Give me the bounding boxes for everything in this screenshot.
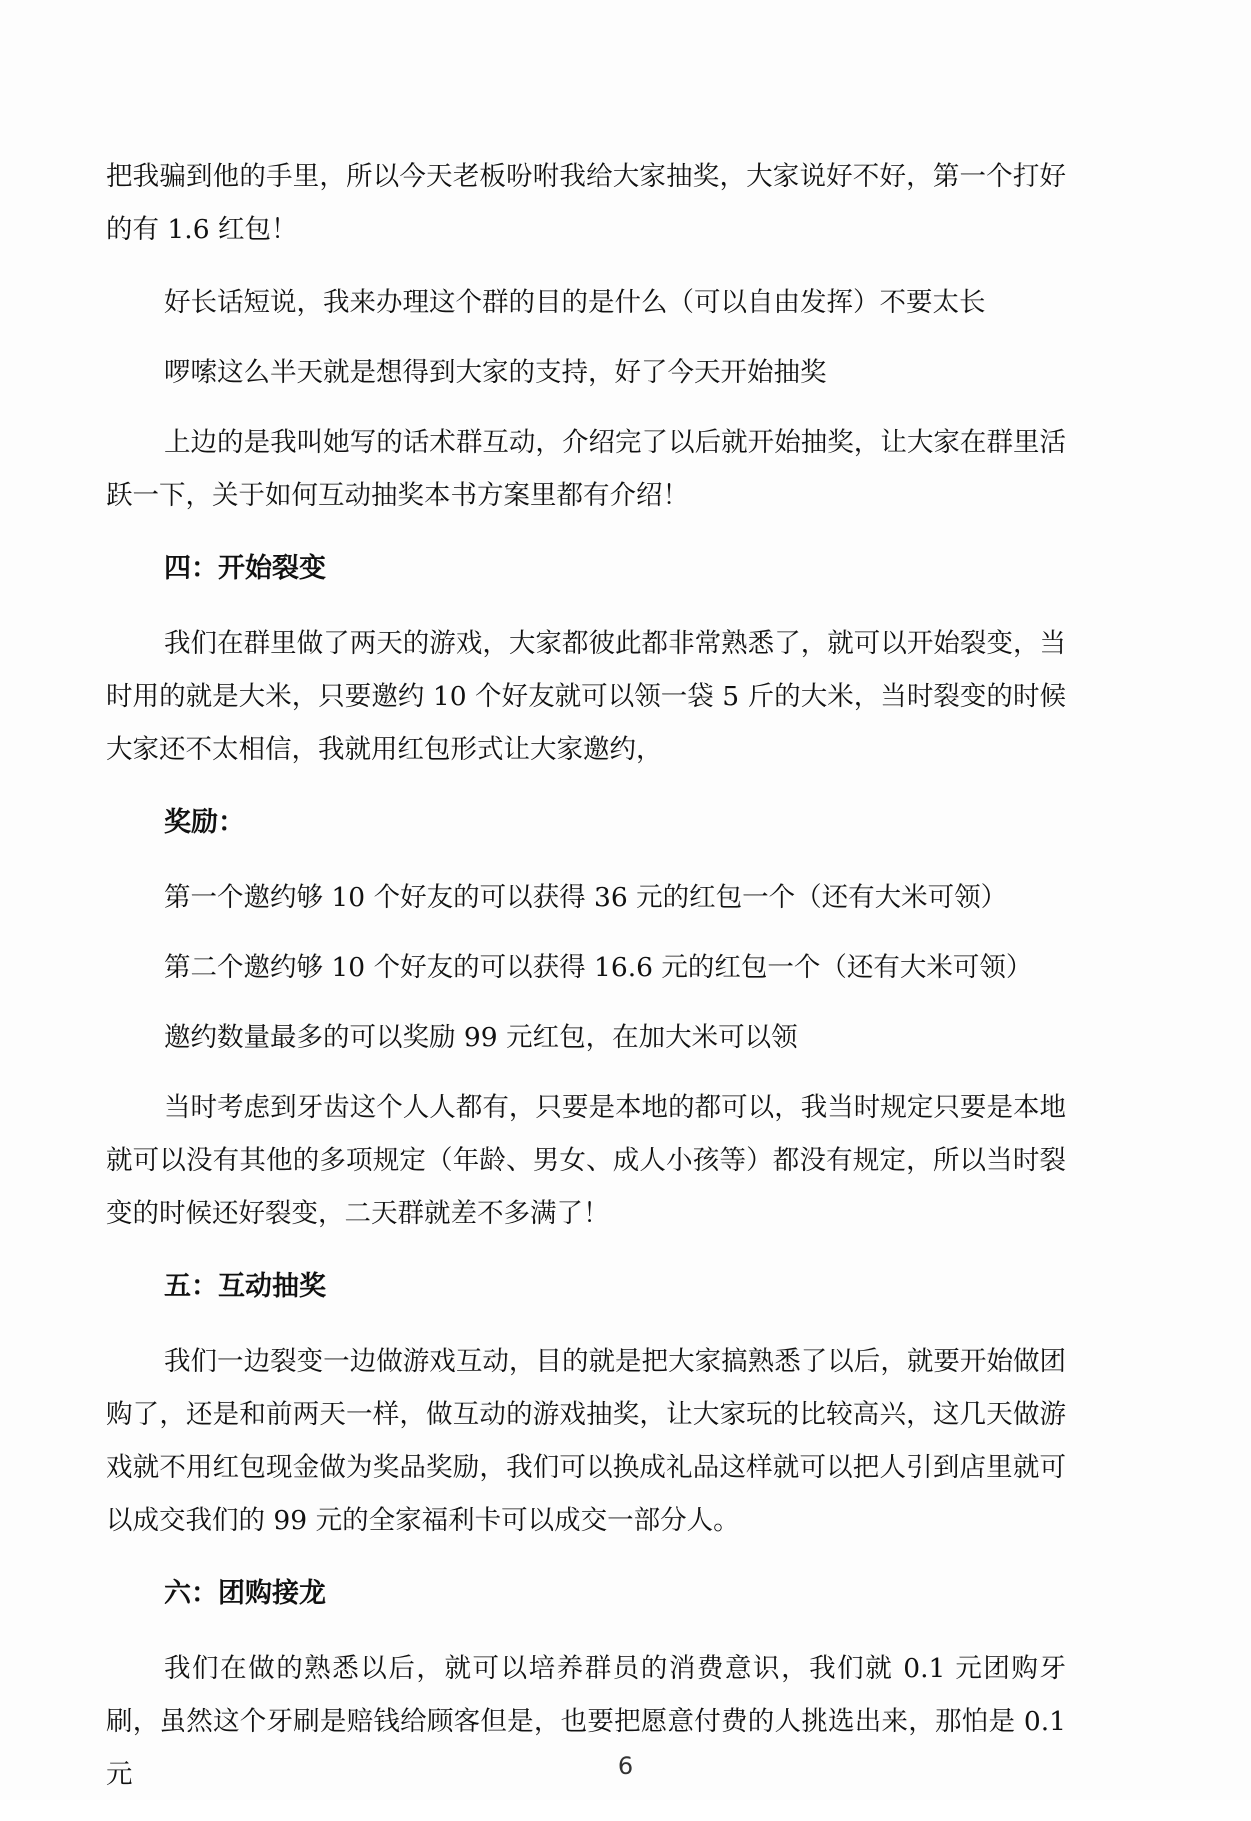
paragraph-interactive-lottery: 我们一边裂变一边做游戏互动，目的就是把大家搞熟悉了以后，就要开始做团购了，还是和前两天一样，做互动的游戏抽奖，让大家玩的比较高兴，这几天做游戏就不用红包现金做为奖品奖励，我们可以换成礼品这样就可以把人引到店里就可以成交我们的 99 元的全家福利卡可以成交一部分人。 bbox=[106, 1346, 1066, 1536]
paragraph-group-interaction: 上边的是我叫她写的话术群互动，介绍完了以后就开始抽奖，让大家在群里活跃一下，关于如何互动抽奖本书方案里都有介绍！ bbox=[106, 427, 1066, 511]
paragraph-start-lottery: 啰嗦这么半天就是想得到大家的支持，好了今天开始抽奖 bbox=[164, 357, 827, 388]
paragraph-teeth: 当时考虑到牙齿这个人人都有，只要是本地的都可以，我当时规定只要是本地就可以没有其他的多项规定（年龄、男女、成人小孩等）都没有规定，所以当时裂变的时候还好裂变，二天群就差不多满了！ bbox=[106, 1092, 1066, 1229]
paragraph-intro-continuation: 把我骗到他的手里，所以今天老板吩咐我给大家抽奖，大家说好不好，第一个打好的有 1.6 红包！ bbox=[106, 161, 1066, 245]
paragraph-group-buy: 我们在做的熟悉以后，就可以培养群员的消费意识，我们就 0.1 元团购牙刷，虽然这个牙刷是赔钱给顾客但是，也要把愿意付费的人挑选出来，那怕是 0.1 元 bbox=[106, 1653, 1066, 1790]
section-heading-interactive-lottery: 五：互动抽奖 bbox=[164, 1271, 326, 1302]
paragraph-fission: 我们在群里做了两天的游戏，大家都彼此都非常熟悉了，就可以开始裂变，当时用的就是大米，只要邀约 10 个好友就可以领一袋 5 斤的大米，当时裂变的时候大家还不太相信，我就用红包形式让大家邀约， bbox=[106, 628, 1066, 765]
section-heading-fission: 四：开始裂变 bbox=[164, 553, 326, 584]
document-body bbox=[106, 150, 1066, 1821]
reward-item-first: 第一个邀约够 10 个好友的可以获得 36 元的红包一个（还有大米可领） bbox=[164, 882, 1008, 913]
section-heading-group-buy: 六：团购接龙 bbox=[164, 1578, 326, 1609]
page-number: 6 bbox=[617, 1752, 634, 1780]
reward-item-second: 第二个邀约够 10 个好友的可以获得 16.6 元的红包一个（还有大米可领） bbox=[164, 952, 1033, 983]
section-heading-reward: 奖励： bbox=[164, 807, 245, 838]
paragraph-purpose: 好长话短说，我来办理这个群的目的是什么（可以自由发挥）不要太长 bbox=[164, 287, 986, 318]
reward-item-most: 邀约数量最多的可以奖励 99 元红包，在加大米可以领 bbox=[164, 1022, 798, 1053]
